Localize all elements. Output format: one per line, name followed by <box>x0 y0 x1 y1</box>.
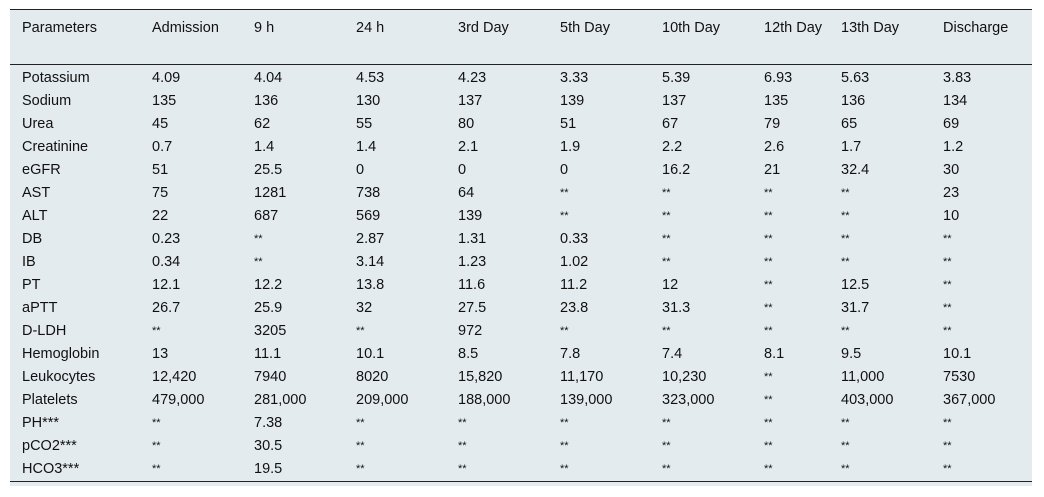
value-cell: ** <box>356 440 365 452</box>
value-cell: 134 <box>943 93 968 109</box>
value-cell: 188,000 <box>458 392 511 408</box>
value-cell: 7.8 <box>560 346 581 362</box>
value-cell: 51 <box>560 116 577 132</box>
value-cell: ** <box>662 325 671 337</box>
value-cell: 11.6 <box>458 277 486 293</box>
parameter-name-cell: D-LDH <box>22 323 67 339</box>
value-cell: ** <box>254 233 263 245</box>
parameter-name-cell: pCO2*** <box>22 438 77 454</box>
value-cell: 2.6 <box>764 139 785 155</box>
value-cell: 135 <box>152 93 177 109</box>
value-cell: 26.7 <box>152 300 181 316</box>
value-cell: ** <box>841 187 850 199</box>
value-cell: 13 <box>152 346 169 362</box>
value-cell: 1.9 <box>560 139 581 155</box>
value-cell: ** <box>254 256 263 268</box>
col-header-discharge: Discharge <box>931 10 1032 65</box>
value-cell: 1.02 <box>560 254 589 270</box>
value-cell: 1.4 <box>356 139 377 155</box>
table-row <box>10 113 1032 136</box>
table-row <box>10 412 1032 435</box>
value-cell: ** <box>841 417 850 429</box>
value-cell: 4.04 <box>254 70 283 86</box>
value-cell: 7.4 <box>662 346 683 362</box>
value-cell: 23.8 <box>560 300 589 316</box>
value-cell: ** <box>446 458 548 482</box>
col-header-13th-day: 13th Day <box>829 10 931 65</box>
value-cell: 12.5 <box>841 277 870 293</box>
table-row <box>10 251 1032 274</box>
value-cell: 2.2 <box>662 139 683 155</box>
value-cell: 1.2 <box>943 139 964 155</box>
value-cell: 12,420 <box>152 369 197 385</box>
parameter-name-cell: DB <box>22 231 43 247</box>
table-row <box>10 65 1032 91</box>
value-cell: ** <box>662 440 671 452</box>
col-header-parameters: Parameters <box>10 10 140 65</box>
parameter-name-cell: Platelets <box>22 392 78 408</box>
value-cell: 1.4 <box>254 139 275 155</box>
value-cell: 15,820 <box>458 369 503 385</box>
parameter-name-cell: aPTT <box>22 300 58 316</box>
value-cell: 6.93 <box>764 70 793 86</box>
value-cell: ** <box>764 325 773 337</box>
value-cell: ** <box>943 279 952 291</box>
value-cell: 8020 <box>356 369 389 385</box>
value-cell: ** <box>356 325 365 337</box>
col-header-24h: 24 h <box>344 10 446 65</box>
value-cell: 21 <box>764 162 781 178</box>
value-cell: 0 <box>458 162 467 178</box>
value-cell: 23 <box>943 185 960 201</box>
value-cell: ** <box>560 325 569 337</box>
value-cell: 281,000 <box>254 392 307 408</box>
value-cell: 4.53 <box>356 70 385 86</box>
value-cell: 27.5 <box>458 300 487 316</box>
parameter-name-cell: PT <box>22 277 41 293</box>
value-cell: ** <box>943 256 952 268</box>
col-header-5th-day: 5th Day <box>548 10 650 65</box>
value-cell: 135 <box>764 93 789 109</box>
value-cell: 10.1 <box>943 346 972 362</box>
value-cell: 0.7 <box>152 139 173 155</box>
value-cell: ** <box>764 256 773 268</box>
col-header-10th-day: 10th Day <box>650 10 752 65</box>
value-cell: 75 <box>152 185 169 201</box>
table-row <box>10 228 1032 251</box>
value-cell: 1.31 <box>458 231 487 247</box>
value-cell: 137 <box>662 93 687 109</box>
parameter-name-cell: HCO3*** <box>10 458 140 482</box>
table-row <box>10 136 1032 159</box>
parameter-name-cell: PH*** <box>22 415 60 431</box>
value-cell: ** <box>764 394 773 406</box>
table-row <box>10 182 1032 205</box>
value-cell: 8.1 <box>764 346 785 362</box>
value-cell: 0.33 <box>560 231 589 247</box>
value-cell: 80 <box>458 116 475 132</box>
table-body <box>10 65 1032 482</box>
value-cell: 30 <box>943 162 960 178</box>
col-header-12th-day: 12th Day <box>752 10 829 65</box>
table-row <box>10 90 1032 113</box>
value-cell: 32 <box>356 300 373 316</box>
value-cell: 209,000 <box>356 392 409 408</box>
value-cell: ** <box>829 458 931 482</box>
value-cell: 25.5 <box>254 162 283 178</box>
value-cell: 10,230 <box>662 369 707 385</box>
value-cell: 10 <box>943 208 960 224</box>
value-cell: ** <box>356 417 365 429</box>
value-cell: 972 <box>458 323 483 339</box>
table-row <box>10 366 1032 389</box>
value-cell: ** <box>764 187 773 199</box>
value-cell: 1.7 <box>841 139 862 155</box>
table-row <box>10 205 1032 228</box>
table-row <box>10 297 1032 320</box>
value-cell: 5.63 <box>841 70 870 86</box>
parameter-name-cell: Hemoglobin <box>22 346 100 362</box>
value-cell: ** <box>943 440 952 452</box>
value-cell: 1.23 <box>458 254 487 270</box>
value-cell: 323,000 <box>662 392 715 408</box>
value-cell: 139 <box>458 208 483 224</box>
value-cell: 1281 <box>254 185 287 201</box>
value-cell: 55 <box>356 116 373 132</box>
value-cell: 19.5 <box>242 458 344 482</box>
parameter-name-cell: AST <box>22 185 51 201</box>
value-cell: 139 <box>560 93 585 109</box>
col-header-9h: 9 h <box>242 10 344 65</box>
value-cell: ** <box>943 417 952 429</box>
value-cell: ** <box>560 440 569 452</box>
value-cell: ** <box>152 417 161 429</box>
table-row <box>10 159 1032 182</box>
value-cell: 2.1 <box>458 139 479 155</box>
value-cell: ** <box>764 302 773 314</box>
value-cell: 16.2 <box>662 162 691 178</box>
value-cell: 2.87 <box>356 231 385 247</box>
value-cell: ** <box>662 256 671 268</box>
value-cell: 62 <box>254 116 271 132</box>
value-cell: ** <box>458 440 467 452</box>
value-cell: ** <box>560 417 569 429</box>
parameter-name-cell: Leukocytes <box>22 369 96 385</box>
table-row <box>10 435 1032 458</box>
value-cell: 12.1 <box>152 277 181 293</box>
value-cell: 136 <box>254 93 279 109</box>
value-cell: 25.9 <box>254 300 283 316</box>
value-cell: 79 <box>764 116 781 132</box>
value-cell: 64 <box>458 185 475 201</box>
value-cell: 11,170 <box>560 369 604 385</box>
value-cell: ** <box>841 210 850 222</box>
value-cell: 687 <box>254 208 279 224</box>
value-cell: ** <box>152 325 161 337</box>
value-cell: ** <box>458 417 467 429</box>
value-cell: ** <box>560 187 569 199</box>
col-header-3rd-day: 3rd Day <box>446 10 548 65</box>
value-cell: ** <box>650 458 752 482</box>
value-cell: 51 <box>152 162 169 178</box>
value-cell: 479,000 <box>152 392 205 408</box>
value-cell: 4.09 <box>152 70 181 86</box>
value-cell: 12 <box>662 277 679 293</box>
value-cell: 31.3 <box>662 300 691 316</box>
value-cell: 13.8 <box>356 277 385 293</box>
value-cell: 3205 <box>254 323 287 339</box>
value-cell: 65 <box>841 116 858 132</box>
value-cell: 367,000 <box>943 392 996 408</box>
value-cell: ** <box>764 279 773 291</box>
value-cell: 7940 <box>254 369 287 385</box>
table-row <box>10 274 1032 297</box>
value-cell: ** <box>548 458 650 482</box>
value-cell: ** <box>841 233 850 245</box>
value-cell: 3.33 <box>560 70 589 86</box>
value-cell: 3.83 <box>943 70 972 86</box>
value-cell: ** <box>152 440 161 452</box>
value-cell: 5.39 <box>662 70 691 86</box>
table-row <box>10 389 1032 412</box>
parameter-name-cell: Creatinine <box>22 139 89 155</box>
value-cell: 9.5 <box>841 346 862 362</box>
value-cell: 30.5 <box>254 438 283 454</box>
value-cell: ** <box>140 458 242 482</box>
table-row <box>10 458 1032 482</box>
value-cell: ** <box>764 417 773 429</box>
value-cell: ** <box>662 187 671 199</box>
value-cell: 4.23 <box>458 70 487 86</box>
value-cell: 12.2 <box>254 277 283 293</box>
value-cell: 8.5 <box>458 346 479 362</box>
value-cell: 0.23 <box>152 231 181 247</box>
value-cell: 7.38 <box>254 415 283 431</box>
parameter-name-cell: IB <box>22 254 36 270</box>
parameter-name-cell: eGFR <box>22 162 61 178</box>
value-cell: ** <box>344 458 446 482</box>
value-cell: ** <box>841 325 850 337</box>
value-cell: 738 <box>356 185 381 201</box>
value-cell: ** <box>943 233 952 245</box>
parameter-name-cell: Potassium <box>22 70 90 86</box>
value-cell: ** <box>662 233 671 245</box>
value-cell: 0 <box>560 162 569 178</box>
value-cell: 0 <box>356 162 365 178</box>
value-cell: ** <box>764 440 773 452</box>
value-cell: ** <box>943 325 952 337</box>
value-cell: ** <box>841 440 850 452</box>
value-cell: 69 <box>943 116 960 132</box>
value-cell: 67 <box>662 116 679 132</box>
value-cell: 569 <box>356 208 381 224</box>
value-cell: 45 <box>152 116 169 132</box>
table-row <box>10 320 1032 343</box>
parameter-name-cell: ALT <box>22 208 48 224</box>
value-cell: 31.7 <box>841 300 870 316</box>
parameter-name-cell: Sodium <box>22 93 72 109</box>
parameter-name-cell: Urea <box>22 116 54 132</box>
value-cell: ** <box>764 210 773 222</box>
table-row <box>10 343 1032 366</box>
value-cell: ** <box>931 458 1032 482</box>
value-cell: 32.4 <box>841 162 870 178</box>
value-cell: 10.1 <box>356 346 385 362</box>
lab-results-panel <box>10 9 1032 486</box>
value-cell: ** <box>764 371 773 383</box>
value-cell: 137 <box>458 93 483 109</box>
value-cell: 11,000 <box>841 369 885 385</box>
value-cell: 11.1 <box>254 346 282 362</box>
value-cell: ** <box>752 458 829 482</box>
value-cell: 139,000 <box>560 392 613 408</box>
value-cell: ** <box>764 233 773 245</box>
value-cell: 7530 <box>943 369 976 385</box>
value-cell: ** <box>662 210 671 222</box>
header-row <box>10 10 1032 65</box>
value-cell: ** <box>662 417 671 429</box>
value-cell: ** <box>841 256 850 268</box>
value-cell: 136 <box>841 93 866 109</box>
value-cell: 11.2 <box>560 277 588 293</box>
value-cell: 130 <box>356 93 381 109</box>
value-cell: 22 <box>152 208 169 224</box>
col-header-admission: Admission <box>140 10 242 65</box>
value-cell: ** <box>560 210 569 222</box>
value-cell: 3.14 <box>356 254 385 270</box>
lab-results-table <box>10 9 1032 482</box>
value-cell: 0.34 <box>152 254 181 270</box>
value-cell: ** <box>943 302 952 314</box>
value-cell: 403,000 <box>841 392 894 408</box>
